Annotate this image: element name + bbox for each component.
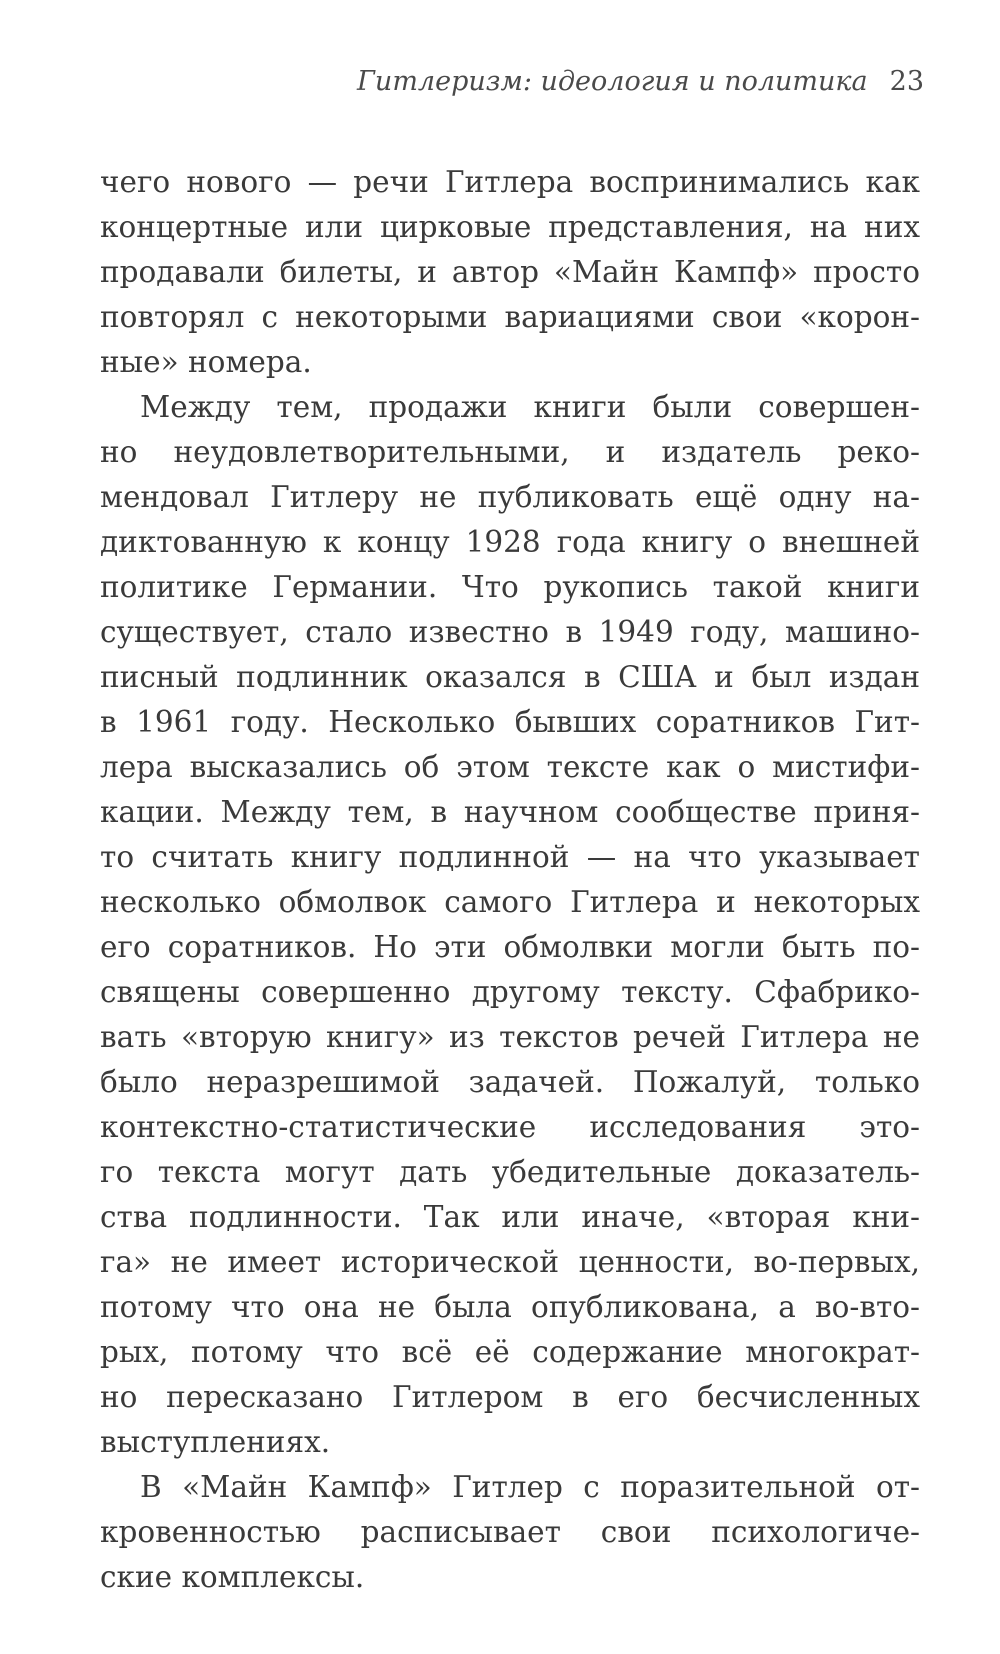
text-line: священы совершенно другому тексту. Сфабрико-	[100, 975, 920, 1009]
text-line: то считать книгу подлинной — на что указывает	[100, 840, 920, 874]
text-line: В «Майн Кампф» Гитлер с поразительной от-	[140, 1470, 920, 1504]
text-line: контекстно-статистические исследования это-	[100, 1110, 920, 1144]
text-line: диктованную к концу 1928 года книгу о внешней	[100, 525, 920, 559]
text-line: рых, потому что всё её содержание многократ-	[100, 1335, 920, 1369]
text-line: несколько обмолвок самого Гитлера и некоторых	[100, 885, 920, 919]
text-line: лера высказались об этом тексте как о мистифи-	[100, 750, 920, 784]
text-line: в 1961 году. Несколько бывших соратников Гит-	[100, 705, 920, 739]
text-line: писный подлинник оказался в США и был издан	[100, 660, 920, 694]
text-line: ские комплексы.	[100, 1560, 365, 1594]
text-line: политике Германии. Что рукопись такой книги	[100, 570, 920, 604]
text-line: ные» номера.	[100, 345, 312, 379]
text-line: го текста могут дать убедительные доказатель-	[100, 1155, 920, 1189]
text-line: вать «вторую книгу» из текстов речей Гитлера не	[100, 1020, 920, 1054]
text-line: га» не имеет исторической ценности, во-первых,	[100, 1245, 920, 1279]
page-number: 23	[889, 66, 924, 97]
text-line: потому что она не была опубликована, а во-вто-	[100, 1290, 920, 1324]
text-line: мендовал Гитлеру не публиковать ещё одну на-	[100, 480, 920, 514]
running-title: Гитлеризм: идеология и политика	[357, 66, 868, 97]
running-head	[357, 64, 924, 100]
text-line: Между тем, продажи книги были совершен-	[140, 390, 920, 424]
text-line: повторял с некоторыми вариациями свои «корон-	[100, 300, 920, 334]
text-line: было неразрешимой задачей. Пожалуй, только	[100, 1065, 920, 1099]
text-line: ства подлинности. Так или иначе, «вторая кни-	[100, 1200, 920, 1234]
text-line: концертные или цирковые представления, на них	[100, 210, 920, 244]
text-line: чего нового — речи Гитлера воспринимались как	[100, 165, 920, 199]
text-line: его соратников. Но эти обмолвки могли быть по-	[100, 930, 920, 964]
text-line: но неудовлетворительными, и издатель реко-	[100, 435, 920, 469]
text-line: кровенностью расписывает свои психологиче-	[100, 1515, 920, 1549]
body-text	[100, 160, 920, 1600]
text-line: существует, стало известно в 1949 году, машино-	[100, 615, 920, 649]
text-line: но пересказано Гитлером в его бесчисленных	[100, 1380, 920, 1414]
text-line: кации. Между тем, в научном сообществе приня-	[100, 795, 920, 829]
text-line: выступлениях.	[100, 1425, 331, 1459]
text-line: продавали билеты, и автор «Майн Кампф» просто	[100, 255, 920, 289]
